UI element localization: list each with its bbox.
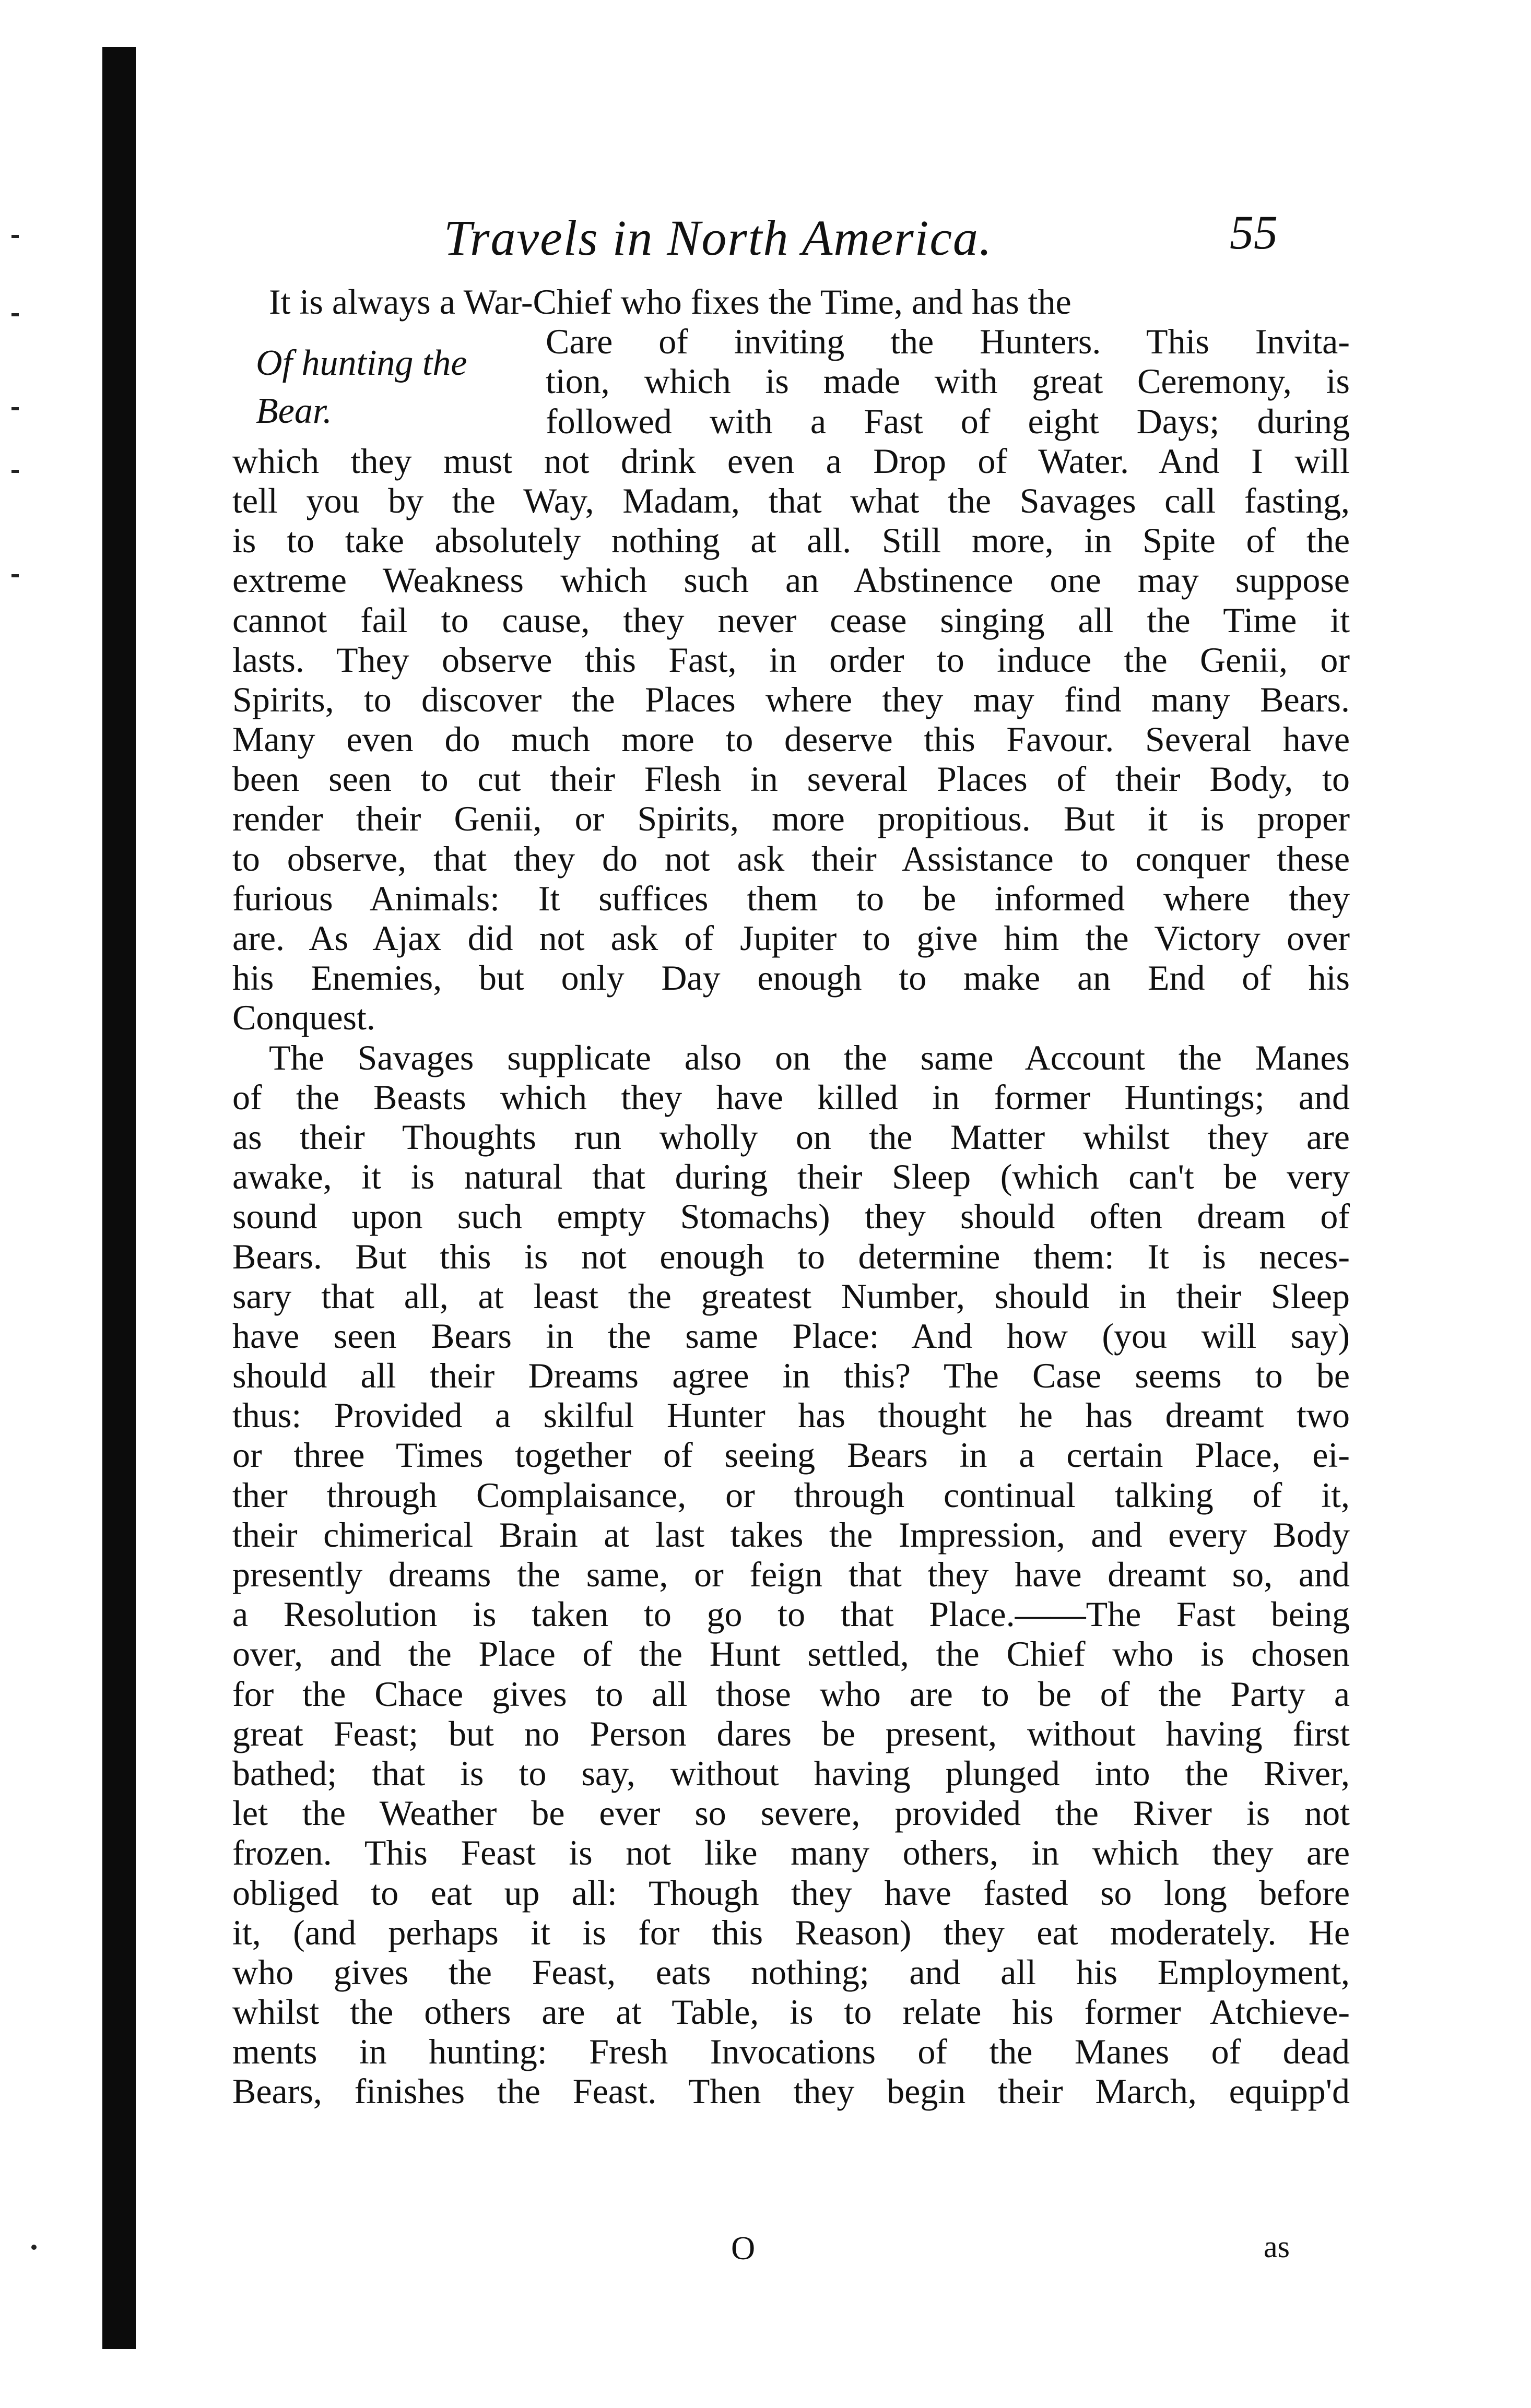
body-text xyxy=(232,282,1350,2112)
text-line: of the Beasts which they have killed in former Huntings; and xyxy=(232,1077,1350,1117)
text-line: or three Times together of seeing Bears in a certain Place, ei- xyxy=(232,1435,1350,1475)
edge-mark xyxy=(11,313,19,316)
text-line: render their Genii, or Spirits, more propitious. But it is proper xyxy=(232,799,1350,839)
text-line: over, and the Place of the Hunt settled, the Chief who is chosen xyxy=(232,1634,1350,1674)
marginal-note-line: Of hunting the xyxy=(256,343,467,383)
running-header: Travels in North America. xyxy=(444,210,993,266)
text-line: furious Animals: It suffices them to be informed where they xyxy=(232,878,1350,918)
text-line: ments in hunting: Fresh Invocations of the Manes of dead xyxy=(232,2032,1350,2072)
text-line: cannot fail to cause, they never cease singing all the Time it xyxy=(232,600,1350,640)
marginal-note-line: Bear. xyxy=(256,391,332,431)
text-line: followed with a Fast of eight Days; during xyxy=(546,401,1350,441)
text-line: sary that all, at least the greatest Number, should in their Sleep xyxy=(232,1276,1350,1316)
text-line: to observe, that they do not ask their Assistance to conquer these xyxy=(232,838,1350,879)
text-line: Bears. But this is not enough to determine them: It is neces- xyxy=(232,1236,1350,1276)
text-line: have seen Bears in the same Place: And how (you will say) xyxy=(232,1315,1350,1356)
text-line: should all their Dreams agree in this? The Case seems to be xyxy=(232,1356,1350,1396)
text-line: let the Weather be ever so severe, provided the River is not xyxy=(232,1793,1350,1833)
paragraph-1 xyxy=(232,282,1350,1038)
text-line: bathed; that is to say, without having plunged into the River, xyxy=(232,1753,1350,1793)
text-line: extreme Weakness which such an Abstinence one may suppose xyxy=(232,560,1350,600)
edge-mark xyxy=(11,574,19,577)
text-line: lasts. They observe this Fast, in order to induce the Genii, or xyxy=(232,639,1350,680)
text-line: are. As Ajax did not ask of Jupiter to give him the Victory over xyxy=(232,918,1350,958)
text-line: It is always a War-Chief who fixes the Time, and has the xyxy=(269,282,1071,322)
text-line: Spirits, to discover the Places where they may find many Bears. xyxy=(232,679,1350,719)
edge-mark xyxy=(11,470,19,473)
text-line: Conquest. xyxy=(232,998,375,1038)
text-line: Care of inviting the Hunters. This Invita- xyxy=(546,322,1350,362)
page-number: 55 xyxy=(1230,206,1278,259)
signature-mark: O xyxy=(731,2229,756,2267)
text-line: tell you by the Way, Madam, that what the Savages call fasting, xyxy=(232,480,1350,520)
text-line: whilst the others are at Table, is to relate his former Atchieve- xyxy=(232,1992,1350,2032)
text-line: his Enemies, but only Day enough to make an End of his xyxy=(232,958,1350,998)
text-line: who gives the Feast, eats nothing; and all his Employment, xyxy=(232,1952,1350,1992)
text-line: Many even do much more to deserve this Favour. Several have xyxy=(232,719,1350,760)
edge-dot xyxy=(31,2245,37,2250)
text-line: ther through Complaisance, or through continual talking of it, xyxy=(232,1475,1350,1515)
text-line: great Feast; but no Person dares be present, without having first xyxy=(232,1713,1350,1753)
edge-mark xyxy=(11,407,19,410)
text-line: presently dreams the same, or feign that they have dreamt so, and xyxy=(232,1555,1350,1594)
text-line: been seen to cut their Flesh in several Places of their Body, to xyxy=(232,759,1350,799)
text-line: tion, which is made with great Ceremony, is xyxy=(546,361,1350,401)
text-line: frozen. This Feast is not like many others, in which they are xyxy=(232,1833,1350,1873)
text-line: a Resolution is taken to go to that Place.——The Fast being xyxy=(232,1594,1350,1634)
paragraph-2 xyxy=(232,1038,1350,2112)
text-line: sound upon such empty Stomachs) they should often dream of xyxy=(232,1196,1350,1237)
text-line: The Savages supplicate also on the same Account the Manes xyxy=(269,1037,1350,1077)
text-line: for the Chace gives to all those who are to be of the Party a xyxy=(232,1674,1350,1714)
text-line: awake, it is natural that during their Sleep (which can't be very xyxy=(232,1157,1350,1197)
text-line: which they must not drink even a Drop of Water. And I will xyxy=(232,441,1350,481)
text-line: is to take absolutely nothing at all. Still more, in Spite of the xyxy=(232,520,1350,561)
binding-gutter xyxy=(102,47,136,2349)
text-line: Bears, finishes the Feast. Then they begin their March, equipp'd xyxy=(232,2071,1350,2112)
catchword: as xyxy=(1264,2229,1290,2264)
text-line: their chimerical Brain at last takes the Impression, and every Body xyxy=(232,1514,1350,1555)
text-line: it, (and perhaps it is for this Reason) they eat moderately. He xyxy=(232,1912,1350,1952)
text-line: as their Thoughts run wholly on the Matter whilst they are xyxy=(232,1117,1350,1157)
edge-mark xyxy=(11,235,19,238)
text-line: thus: Provided a skilful Hunter has thought he has dreamt two xyxy=(232,1395,1350,1436)
text-line: obliged to eat up all: Though they have fasted so long before xyxy=(232,1872,1350,1913)
